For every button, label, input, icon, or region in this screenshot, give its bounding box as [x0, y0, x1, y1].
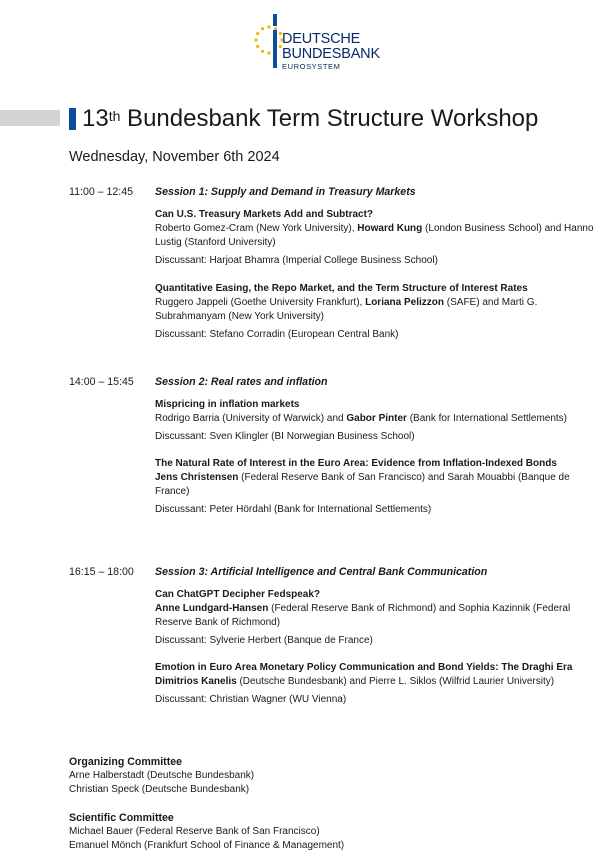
- paper-discussant: Discussant: Stefano Corradin (European Central Bank): [155, 329, 399, 340]
- paper: [155, 208, 595, 268]
- authors-text: (Deutsche Bundesbank) and Pierre L. Siklos (Wilfrid Laurier University): [236, 676, 555, 687]
- session-time: 16:15 – 18:00: [69, 566, 134, 578]
- paper-discussant: Discussant: Christian Wagner (WU Vienna): [155, 694, 347, 705]
- committee-heading: Organizing Committee: [69, 756, 183, 768]
- paper-title: Quantitative Easing, the Repo Market, and the Term Structure of Interest Rates: [155, 283, 528, 294]
- session-title: Session 3: Artificial Intelligence and Central Bank Communication: [155, 566, 488, 578]
- authors-text: (Federal Reserve Bank of San Francisco) and Sarah Mouabbi (Banque de France): [155, 472, 570, 497]
- authors-text: Rodrigo Barria (University of Warwick) and: [155, 413, 347, 424]
- session-title: Session 2: Real rates and inflation: [155, 376, 328, 388]
- paper: [155, 457, 595, 517]
- paper-authors: [155, 602, 595, 630]
- authors-text: Ruggero Jappeli (Goethe University Frankfurt),: [155, 297, 366, 308]
- paper-discussant: Discussant: Harjoat Bhamra (Imperial College Business School): [155, 255, 438, 266]
- scientific-committee: [69, 811, 344, 853]
- title-accent-bar: [69, 108, 76, 130]
- committee-heading: Scientific Committee: [69, 812, 174, 824]
- paper-title: Emotion in Euro Area Monetary Policy Communication and Bond Yields: The Draghi Era: [155, 662, 573, 673]
- paper-title: Can ChatGPT Decipher Fedspeak?: [155, 589, 321, 600]
- organizing-committee: [69, 755, 254, 797]
- paper: [155, 398, 595, 444]
- title-number: 13: [82, 105, 109, 132]
- logo-bar: [273, 30, 277, 68]
- authors-text: (Bank for International Settlements): [406, 413, 568, 424]
- session-title: Session 1: Supply and Demand in Treasury Markets: [155, 186, 416, 198]
- euro-stars-icon: [253, 24, 285, 56]
- authors-text: (Federal Reserve Bank of Richmond) and Sophia Kazinnik (Federal Reserve Bank of Richmond): [155, 603, 571, 628]
- committee-member: Arne Halberstadt (Deutsche Bundesbank): [69, 770, 255, 781]
- logo-line-eurosystem: EUROSYSTEM: [282, 62, 341, 71]
- presenter-name: Loriana Pelizzon: [365, 297, 444, 308]
- paper-discussant: Discussant: Sven Klingler (BI Norwegian Business School): [155, 431, 415, 442]
- paper: [155, 588, 595, 648]
- logo-text: [282, 32, 380, 72]
- page-title: [82, 102, 538, 136]
- paper-authors: [155, 296, 595, 324]
- paper: [155, 661, 595, 707]
- session-time: 14:00 – 15:45: [69, 376, 134, 388]
- presenter-name: Gabor Pinter: [346, 413, 407, 424]
- presenter-name: Jens Christensen: [155, 472, 239, 483]
- presenter-name: Dimitrios Kanelis: [155, 676, 237, 687]
- paper-authors: [155, 675, 595, 689]
- logo-line-bundesbank: BUNDESBANK: [282, 46, 380, 62]
- paper-authors: [155, 471, 595, 499]
- title-suffix: th: [108, 108, 121, 124]
- title-decor-bar: [0, 110, 60, 126]
- paper: [155, 282, 595, 342]
- workshop-date: Wednesday, November 6th 2024: [69, 149, 280, 165]
- authors-text: (SAFE) and Marti G. Subrahmanyam (New York University): [155, 297, 538, 322]
- session-time: 11:00 – 12:45: [69, 186, 134, 198]
- logo-bar-top: [273, 14, 277, 26]
- presenter-name: Howard Kung: [357, 223, 423, 234]
- committee-member: Michael Bauer (Federal Reserve Bank of San Francisco): [69, 826, 320, 837]
- paper-title: Can U.S. Treasury Markets Add and Subtract?: [155, 209, 374, 220]
- logo-line-deutsche: DEUTSCHE: [282, 31, 361, 47]
- authors-text: Roberto Gomez-Cram (New York University),: [155, 223, 358, 234]
- paper-title: The Natural Rate of Interest in the Euro Area: Evidence from Inflation-Indexed Bonds: [155, 458, 557, 469]
- presenter-name: Anne Lundgard-Hansen: [155, 603, 269, 614]
- paper-authors: [155, 222, 595, 250]
- paper-title: Mispricing in inflation markets: [155, 399, 300, 410]
- paper-discussant: Discussant: Sylverie Herbert (Banque de France): [155, 635, 373, 646]
- committee-member: Christian Speck (Deutsche Bundesbank): [69, 784, 250, 795]
- authors-text: (London Business School) and Hanno Lustig (Stanford University): [155, 223, 594, 248]
- committee-member: Emanuel Mönch (Frankfurt School of Finance & Management): [69, 840, 345, 851]
- title-rest: Bundesbank Term Structure Workshop: [120, 105, 539, 132]
- paper-authors: [155, 412, 595, 426]
- paper-discussant: Discussant: Peter Hördahl (Bank for International Settlements): [155, 504, 432, 515]
